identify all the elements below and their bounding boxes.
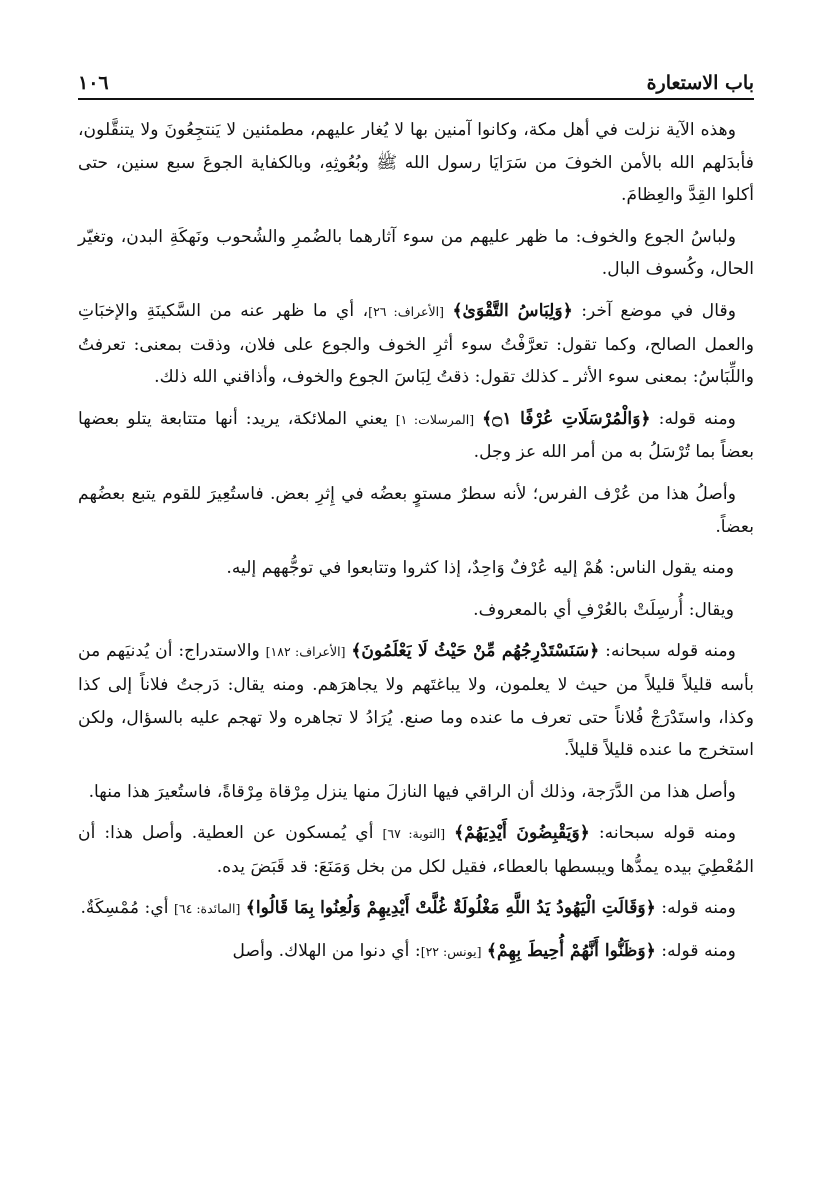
text-run: : أي دنوا من الهلاك. وأصل xyxy=(232,941,421,962)
paragraph xyxy=(78,892,754,926)
quran-verse: ﴿وَيَقْبِضُونَ أَيْدِيَهُمْ﴾ xyxy=(454,823,590,844)
text-run: وهذه الآية نزلت في أهل مكة، وكانوا آمنين بها لا يُغار عليهم، مطمئنين لا يَنتجِعُونَ ولا يتنقَّلون، فأبدَلهم الله بالأمن الخوفَ من سَرَايَا رسول الله ﷺ وبُعُوثِهِ، وبالكفاية الجوعَ سبع سنين، حتى أكلوا القِدَّ والعِظامَ. xyxy=(78,120,754,206)
text-run xyxy=(474,409,482,429)
quran-verse: ﴿سَنَسْتَدْرِجُهُم مِّنْ حَيْثُ لَا يَعْلَمُونَ﴾ xyxy=(351,641,600,662)
text-run: ولباسُ الجوع والخوف: ما ظهر عليهم من سوء آثارهما بالضُمرِ والشُحوب ونَهكَةِ البدن، وتغيّر الحال، وكُسوف البال. xyxy=(78,226,754,280)
chapter-title: باب الاستعارة xyxy=(646,72,754,94)
verse-reference: [الأعراف: ٢٦] xyxy=(368,303,444,319)
paragraph xyxy=(78,403,754,469)
text-run: ومنه قوله سبحانه: xyxy=(599,641,736,662)
paragraph xyxy=(78,114,754,212)
paragraph xyxy=(78,635,754,766)
text-run: ومنه قوله سبحانه: xyxy=(589,823,736,844)
text-run xyxy=(445,823,454,843)
paragraph xyxy=(78,817,754,883)
text-run: ومنه يقول الناس: هُمْ إليه عُرْفٌ وَاحِدٌ، إذا كثروا وتتابعوا في توجُّههم إليه. xyxy=(226,558,734,579)
text-run: ومنه قوله: xyxy=(655,941,736,962)
text-run: وقال في موضع آخر: xyxy=(572,300,736,321)
text-run: ويقال: أُرسِلَتْ بالعُرْفِ أي بالمعروف. xyxy=(473,599,734,620)
text-run: ومنه قوله: xyxy=(650,408,736,429)
header-divider xyxy=(78,98,754,100)
verse-reference: [يونس: ٢٢] xyxy=(420,944,482,960)
paragraph xyxy=(78,478,754,543)
verse-reference: [الأعراف: ١٨٢] xyxy=(265,644,346,660)
text-run: أي يُمسكون عن العطية. وأصل هذا: أن المُعْطِيَ بيده يمدُّها ويبسطها بالعطاء، فقيل لكل من بخل وَمَنَعَ: قد قَبَضَ يده. xyxy=(78,823,754,877)
text-run: والاستدراج: أن يُدنيَهم من بأسه قليلاً قليلاً من حيث لا يعلمون، ولا يباغتَهم ولا يجاهرَهم. ومنه يقال: دَرجتُ فلاناً إلى كذا وكذا، واستَدْرَجْ فُلاناً حتى تعرف ما عنده وما صنع. يُرَادُ لا تجاهره ولا تهجم عليه بالسؤال، ولكن استخرج ما عنده قليلاً قليلاً. xyxy=(78,641,754,761)
quran-verse: ﴿وَالْمُرْسَلَاتِ عُرْفًا ۝١﴾ xyxy=(482,408,651,429)
paragraph xyxy=(78,552,754,585)
page-header xyxy=(78,58,754,94)
quran-verse: ﴿وَقَالَتِ الْيَهُودُ يَدُ اللَّهِ مَغْلُولَةٌ غُلَّتْ أَيْدِيهِمْ وَلُعِنُوا بِمَا قَالُوا﴾ xyxy=(245,898,656,919)
verse-reference: [التوبة: ٦٧] xyxy=(382,826,446,842)
text-run: أي: مُمْسِكَةٌ. xyxy=(80,898,175,919)
verse-reference: [المائدة: ٦٤] xyxy=(174,901,241,917)
quran-verse: ﴿وَلِبَاسُ التَّقْوَىٰ﴾ xyxy=(452,300,573,321)
text-run: يعني الملائكة، يريد: أنها متتابعة يتلو بعضها بعضاً بما تُرْسَلُ به من أمر الله عز وجل. xyxy=(78,408,754,463)
body-text xyxy=(78,114,754,978)
text-run: وأصل هذا من الدَّرَجة، وذلك أن الراقي فيها النازلَ منها ينزل مِرْقاة مِرْقاةً، فاستُعيرَ هذا منها. xyxy=(88,781,736,802)
paragraph xyxy=(78,295,754,394)
paragraph xyxy=(78,594,754,627)
text-run: ، أي ما ظهر عنه من السَّكينَةِ والإخبَاتِ والعمل الصالح، وكما تقول: تعرَّفْتُ سوء أثرِ الخوف والجوع على فلان، وذقت بمعنى: تعرفتُ واللِّبَاسُ: بمعنى سوء الأثر ـ كذلك تقول: ذقتُ لِبَاسَ الجوع والخوف، وأذاقني الله ذلك. xyxy=(78,300,754,388)
page-number: ١٠٦ xyxy=(78,72,109,94)
verse-reference: [المرسلات: ١] xyxy=(395,411,475,427)
paragraph xyxy=(78,776,754,809)
paragraph xyxy=(78,221,754,286)
quran-verse: ﴿وَظَنُّوا أَنَّهُمْ أُحِيطَ بِهِمْ﴾ xyxy=(486,941,656,962)
text-run: وأصلُ هذا من عُرْف الفرس؛ لأنه سطرٌ مستوٍ بعضُه في إِثرِ بعض. فاستُعِيرَ للقوم يتبع بعضُهم بعضاً. xyxy=(78,483,754,537)
paragraph xyxy=(78,935,754,969)
text-run: ومنه قوله: xyxy=(655,898,736,919)
